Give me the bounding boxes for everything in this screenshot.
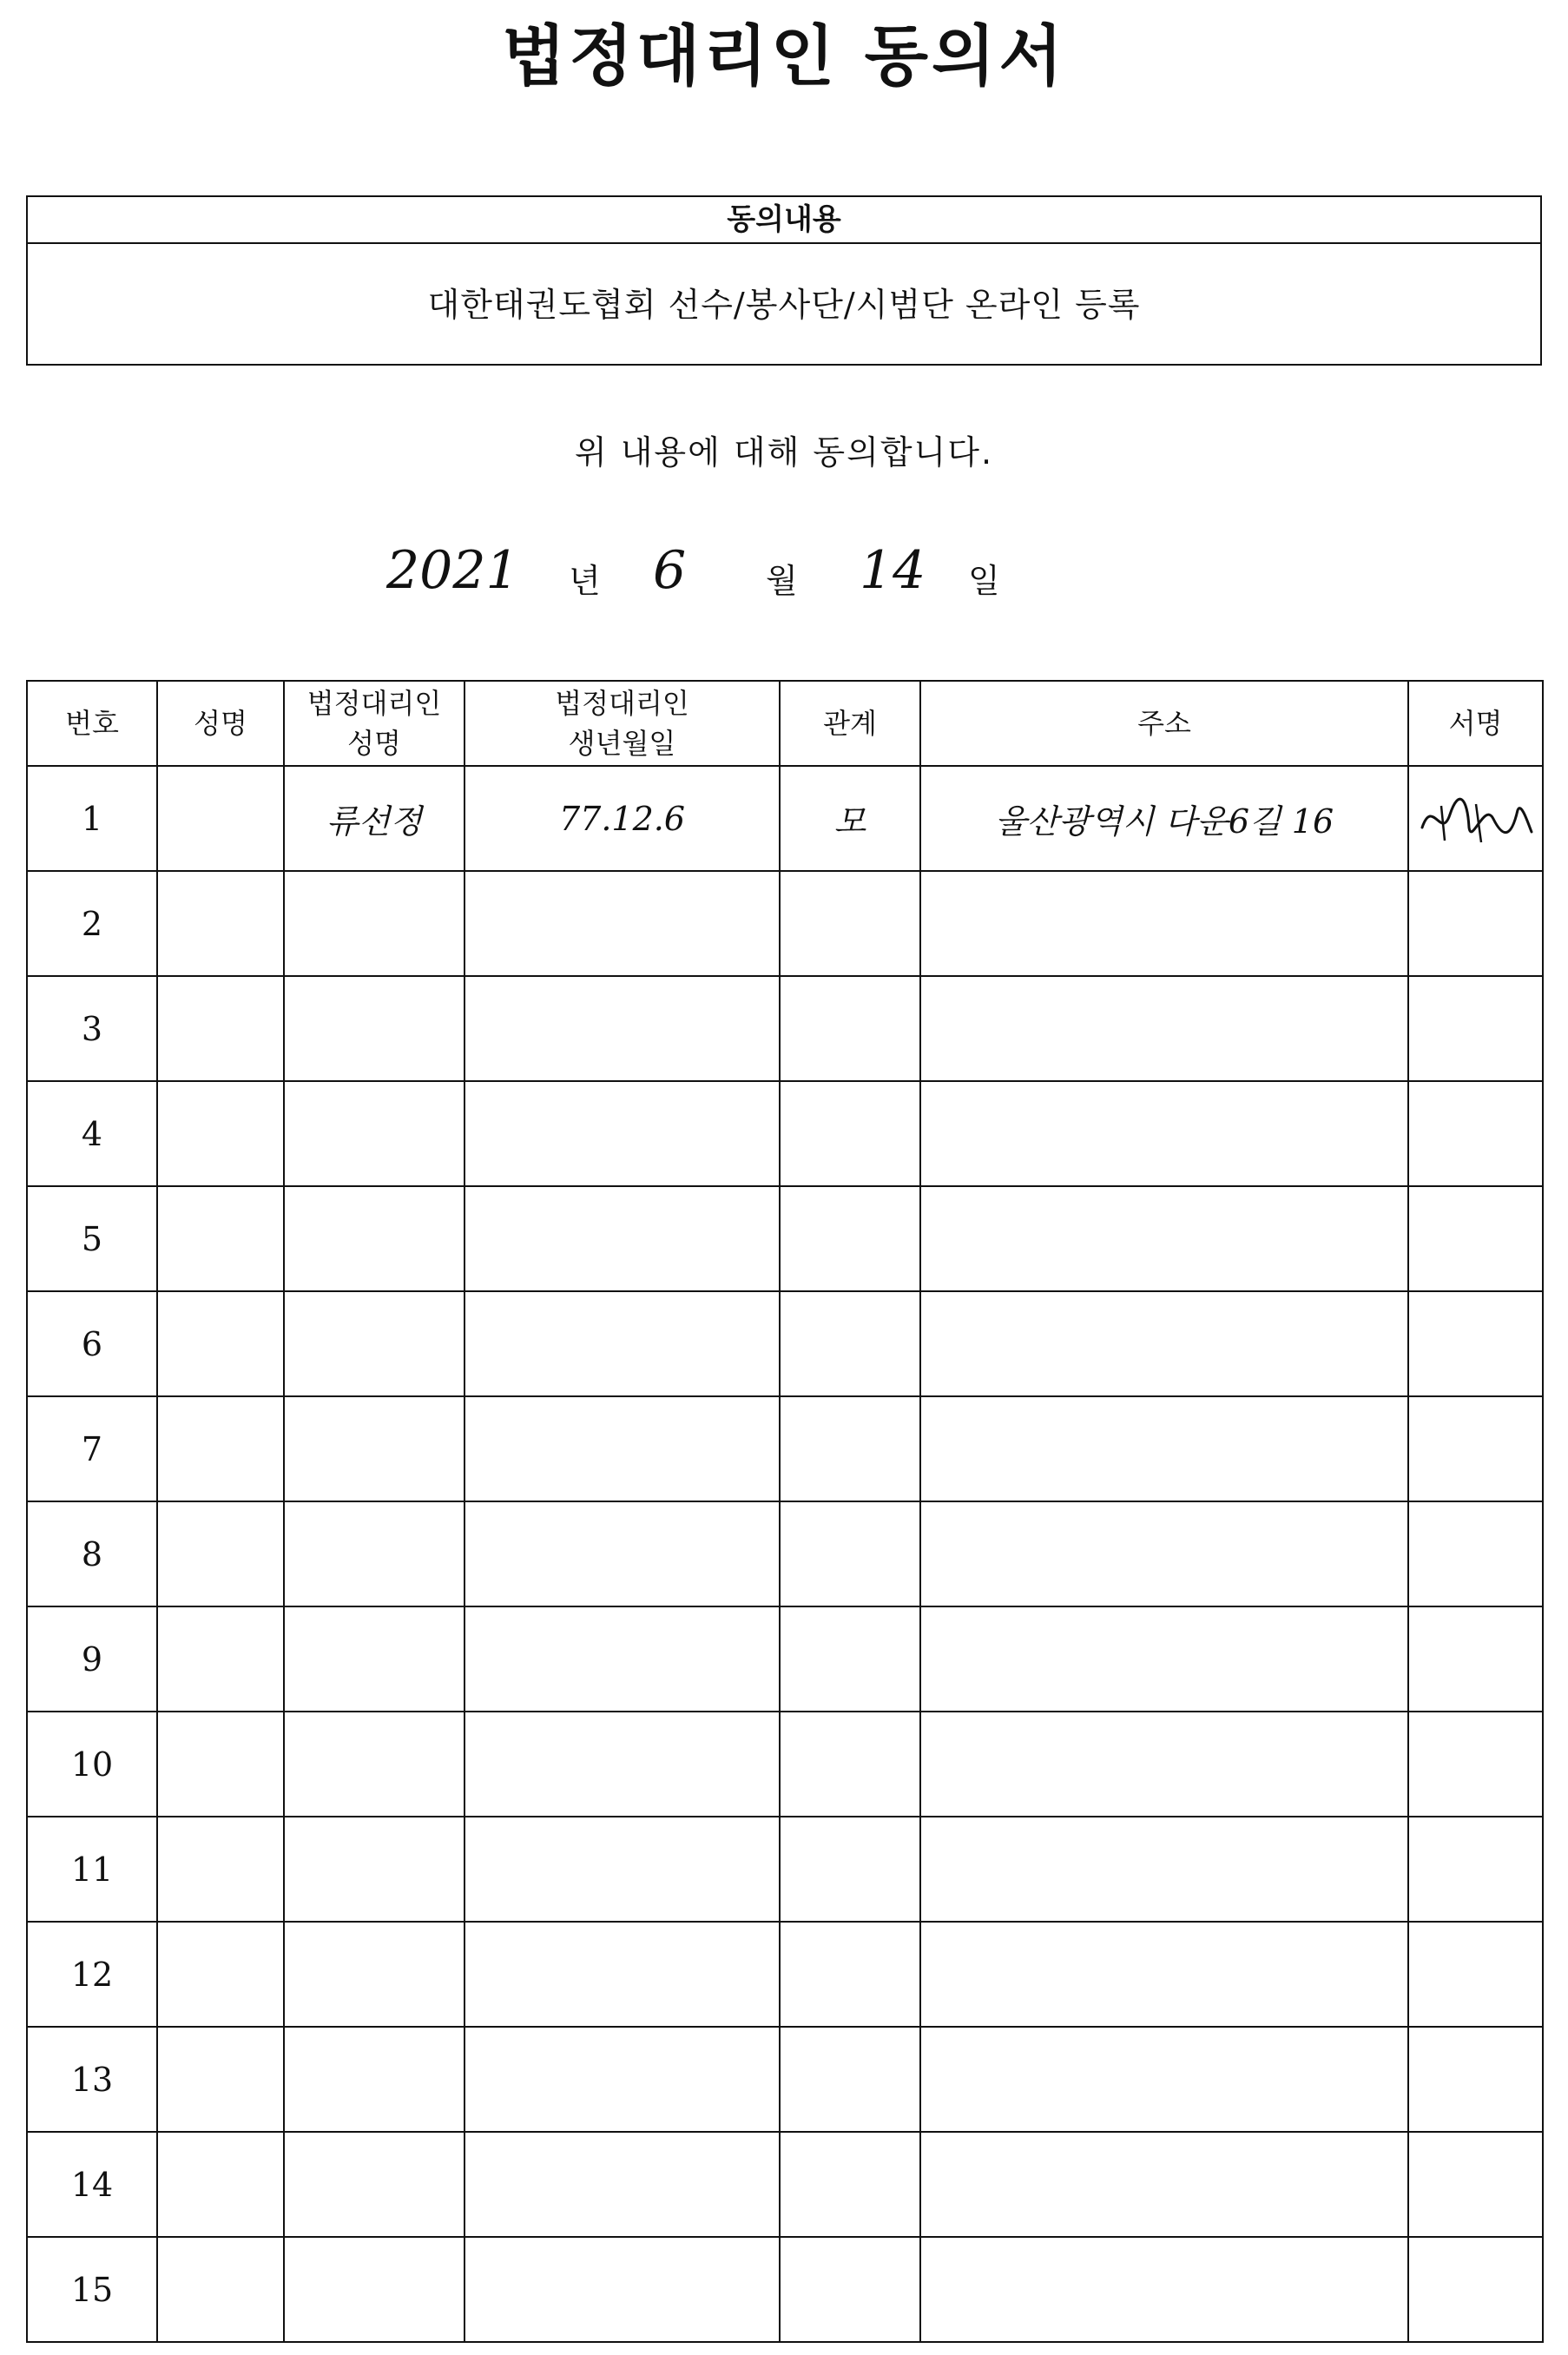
cell-name[interactable] bbox=[157, 1712, 284, 1817]
header-relation bbox=[780, 681, 920, 766]
cell-guardian-birth[interactable] bbox=[464, 871, 780, 976]
cell-signature[interactable] bbox=[1408, 2027, 1543, 2132]
date-month-label: 월 bbox=[766, 562, 798, 600]
cell-address[interactable] bbox=[920, 1501, 1408, 1606]
cell-guardian-name[interactable] bbox=[284, 1291, 464, 1396]
table-row bbox=[27, 766, 1543, 871]
cell-relation[interactable] bbox=[780, 1291, 920, 1396]
consent-content: 대한태권도협회 선수/봉사단/시범단 온라인 등록 bbox=[427, 286, 1141, 324]
cell-no: 15 bbox=[27, 2237, 157, 2342]
cell-signature[interactable] bbox=[1408, 1291, 1543, 1396]
cell-relation[interactable] bbox=[780, 1922, 920, 2027]
guardian-table bbox=[26, 680, 1544, 2343]
header-label: 관계 bbox=[823, 706, 877, 740]
header-label: 주소 bbox=[1137, 706, 1191, 740]
cell-relation[interactable] bbox=[780, 1712, 920, 1817]
cell-no: 12 bbox=[27, 1922, 157, 2027]
cell-signature[interactable] bbox=[1408, 1817, 1543, 1922]
cell-name[interactable] bbox=[157, 2132, 284, 2237]
cell-relation[interactable]: 모 bbox=[780, 766, 920, 871]
table-header-row bbox=[27, 681, 1543, 766]
cell-no: 5 bbox=[27, 1186, 157, 1291]
cell-address[interactable] bbox=[920, 2237, 1408, 2342]
cell-address[interactable] bbox=[920, 1922, 1408, 2027]
cell-guardian-name[interactable] bbox=[284, 1186, 464, 1291]
cell-signature[interactable] bbox=[1408, 871, 1543, 976]
cell-name[interactable] bbox=[157, 1817, 284, 1922]
cell-relation[interactable] bbox=[780, 1396, 920, 1501]
header-no bbox=[27, 681, 157, 766]
header-label: 생년월일 bbox=[568, 727, 676, 760]
cell-name[interactable] bbox=[157, 1396, 284, 1501]
header-address bbox=[920, 681, 1408, 766]
table-row bbox=[27, 2027, 1543, 2132]
cell-no: 7 bbox=[27, 1396, 157, 1501]
cell-relation[interactable] bbox=[780, 1186, 920, 1291]
cell-guardian-birth[interactable] bbox=[464, 1081, 780, 1186]
cell-relation[interactable] bbox=[780, 2132, 920, 2237]
cell-guardian-birth[interactable]: 77.12.6 bbox=[464, 766, 780, 871]
date-day-value[interactable]: 14 bbox=[860, 540, 926, 601]
cell-signature[interactable] bbox=[1408, 2237, 1543, 2342]
cell-guardian-birth[interactable] bbox=[464, 1291, 780, 1396]
cell-signature[interactable] bbox=[1408, 976, 1543, 1081]
cell-relation[interactable] bbox=[780, 1501, 920, 1606]
table-row bbox=[27, 1081, 1543, 1186]
cell-guardian-name[interactable]: 류선정 bbox=[284, 766, 464, 871]
date-year-label: 년 bbox=[569, 562, 601, 600]
cell-no: 13 bbox=[27, 2027, 157, 2132]
header-label: 법정대리인 bbox=[306, 686, 442, 720]
cell-name[interactable] bbox=[157, 2027, 284, 2132]
cell-guardian-birth[interactable] bbox=[464, 1606, 780, 1712]
date-month-value[interactable]: 6 bbox=[653, 540, 687, 601]
cell-relation[interactable] bbox=[780, 2237, 920, 2342]
cell-no: 1 bbox=[27, 766, 157, 871]
cell-address[interactable] bbox=[920, 871, 1408, 976]
cell-guardian-birth[interactable] bbox=[464, 1712, 780, 1817]
table-row bbox=[27, 1186, 1543, 1291]
cell-guardian-name[interactable] bbox=[284, 1712, 464, 1817]
table-row bbox=[27, 1291, 1543, 1396]
cell-name[interactable] bbox=[157, 1501, 284, 1606]
table-row bbox=[27, 1922, 1543, 2027]
cell-relation[interactable] bbox=[780, 976, 920, 1081]
cell-address[interactable] bbox=[920, 1291, 1408, 1396]
cell-signature[interactable] bbox=[1408, 2132, 1543, 2237]
cell-signature[interactable] bbox=[1408, 1501, 1543, 1606]
cell-signature[interactable] bbox=[1408, 766, 1543, 871]
cell-address[interactable] bbox=[920, 976, 1408, 1081]
table-row bbox=[27, 976, 1543, 1081]
cell-name[interactable] bbox=[157, 976, 284, 1081]
table-body bbox=[27, 766, 1543, 2342]
cell-address[interactable] bbox=[920, 1081, 1408, 1186]
cell-no: 2 bbox=[27, 871, 157, 976]
table-row bbox=[27, 871, 1543, 976]
table-row bbox=[27, 1817, 1543, 1922]
cell-address[interactable] bbox=[920, 1396, 1408, 1501]
cell-guardian-name[interactable] bbox=[284, 1922, 464, 2027]
cell-no: 10 bbox=[27, 1712, 157, 1817]
cell-guardian-birth[interactable] bbox=[464, 976, 780, 1081]
cell-no: 14 bbox=[27, 2132, 157, 2237]
header-label: 서명 bbox=[1448, 706, 1503, 740]
cell-no: 4 bbox=[27, 1081, 157, 1186]
cell-guardian-birth[interactable] bbox=[464, 1817, 780, 1922]
cell-guardian-name[interactable] bbox=[284, 976, 464, 1081]
cell-address[interactable] bbox=[920, 1606, 1408, 1712]
date-day-label: 일 bbox=[968, 562, 1000, 600]
cell-name[interactable] bbox=[157, 871, 284, 976]
cell-relation[interactable] bbox=[780, 1606, 920, 1712]
cell-no: 11 bbox=[27, 1817, 157, 1922]
cell-address[interactable] bbox=[920, 1186, 1408, 1291]
cell-guardian-birth[interactable] bbox=[464, 1922, 780, 2027]
header-label: 번호 bbox=[65, 706, 119, 740]
cell-address[interactable] bbox=[920, 2027, 1408, 2132]
cell-guardian-name[interactable] bbox=[284, 1817, 464, 1922]
date-row bbox=[0, 538, 1568, 617]
cell-name[interactable] bbox=[157, 1922, 284, 2027]
cell-address[interactable] bbox=[920, 2132, 1408, 2237]
date-year-value[interactable]: 2021 bbox=[386, 540, 519, 601]
cell-guardian-birth[interactable] bbox=[464, 2237, 780, 2342]
cell-name[interactable] bbox=[157, 1186, 284, 1291]
cell-signature[interactable] bbox=[1408, 1186, 1543, 1291]
table-row bbox=[27, 1396, 1543, 1501]
consent-box bbox=[26, 195, 1542, 366]
table-row bbox=[27, 2132, 1543, 2237]
cell-guardian-name[interactable] bbox=[284, 871, 464, 976]
cell-guardian-birth[interactable] bbox=[464, 2132, 780, 2237]
header-guardian-birth bbox=[464, 681, 780, 766]
cell-signature[interactable] bbox=[1408, 1081, 1543, 1186]
header-label: 성명 bbox=[347, 727, 401, 760]
cell-guardian-name[interactable] bbox=[284, 2132, 464, 2237]
cell-name[interactable] bbox=[157, 1081, 284, 1186]
cell-guardian-name[interactable] bbox=[284, 1396, 464, 1501]
table-row bbox=[27, 2237, 1543, 2342]
cell-no: 6 bbox=[27, 1291, 157, 1396]
cell-name[interactable] bbox=[157, 2237, 284, 2342]
cell-guardian-birth[interactable] bbox=[464, 1186, 780, 1291]
table-row bbox=[27, 1606, 1543, 1712]
consent-heading: 동의내용 bbox=[28, 197, 1540, 244]
cell-signature[interactable] bbox=[1408, 1396, 1543, 1501]
cell-name[interactable] bbox=[157, 1606, 284, 1712]
cell-guardian-birth[interactable] bbox=[464, 1501, 780, 1606]
header-label: 성명 bbox=[194, 706, 247, 740]
agree-statement: 위 내용에 대해 동의합니다. bbox=[574, 433, 994, 472]
document-title: 법정대리인 동의서 bbox=[502, 17, 1066, 95]
header-signature bbox=[1408, 681, 1543, 766]
cell-signature[interactable] bbox=[1408, 1606, 1543, 1712]
cell-address[interactable] bbox=[920, 1817, 1408, 1922]
signature-scribble bbox=[1415, 780, 1537, 858]
cell-guardian-name[interactable] bbox=[284, 2237, 464, 2342]
table-row bbox=[27, 1712, 1543, 1817]
cell-address[interactable] bbox=[920, 1712, 1408, 1817]
cell-relation[interactable] bbox=[780, 1081, 920, 1186]
table-row bbox=[27, 1501, 1543, 1606]
cell-relation[interactable] bbox=[780, 2027, 920, 2132]
cell-no: 3 bbox=[27, 976, 157, 1081]
cell-no: 9 bbox=[27, 1606, 157, 1712]
cell-name[interactable] bbox=[157, 1291, 284, 1396]
header-label: 법정대리인 bbox=[555, 686, 689, 720]
cell-guardian-name[interactable] bbox=[284, 1606, 464, 1712]
cell-guardian-name[interactable] bbox=[284, 1501, 464, 1606]
cell-guardian-name[interactable] bbox=[284, 2027, 464, 2132]
cell-name[interactable] bbox=[157, 766, 284, 871]
cell-signature[interactable] bbox=[1408, 1922, 1543, 2027]
cell-relation[interactable] bbox=[780, 1817, 920, 1922]
cell-guardian-birth[interactable] bbox=[464, 1396, 780, 1501]
cell-guardian-name[interactable] bbox=[284, 1081, 464, 1186]
cell-relation[interactable] bbox=[780, 871, 920, 976]
cell-guardian-birth[interactable] bbox=[464, 2027, 780, 2132]
cell-no: 8 bbox=[27, 1501, 157, 1606]
cell-address[interactable]: 울산광역시 다운6길 16 bbox=[920, 766, 1408, 871]
cell-signature[interactable] bbox=[1408, 1712, 1543, 1817]
header-guardian-name bbox=[284, 681, 464, 766]
header-name bbox=[157, 681, 284, 766]
